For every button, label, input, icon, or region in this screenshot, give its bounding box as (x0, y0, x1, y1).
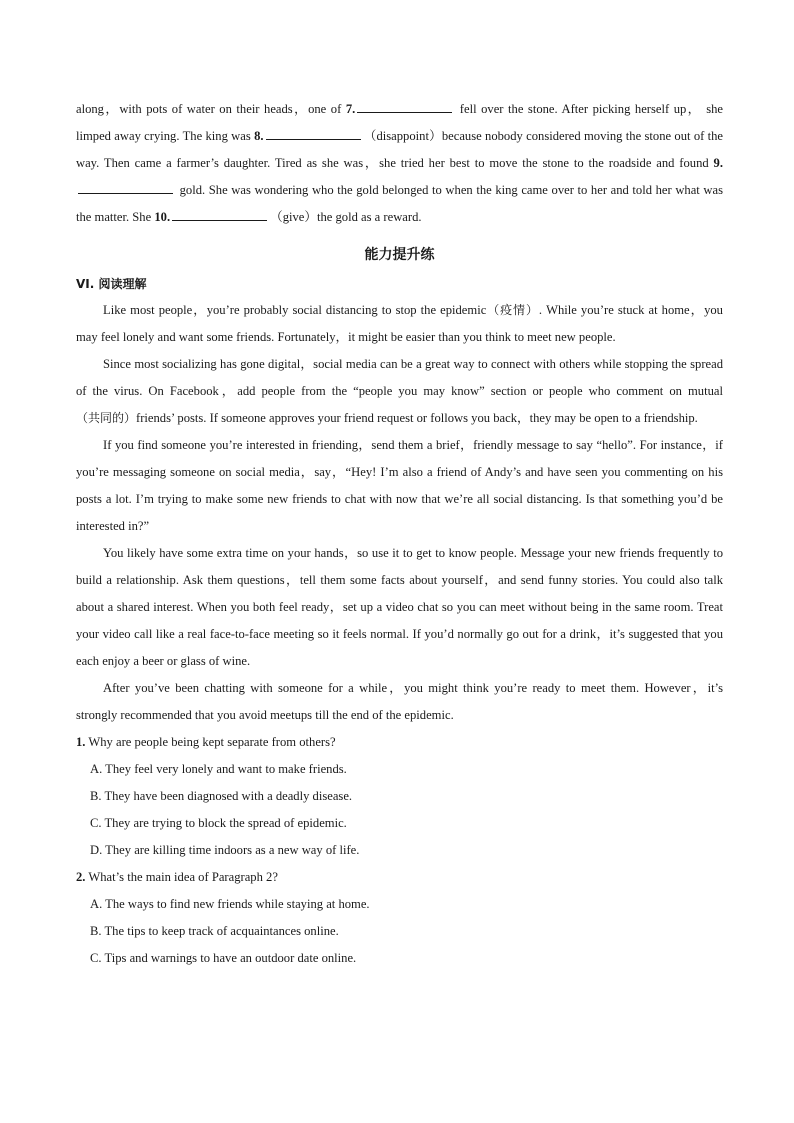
question-number: 1. (76, 735, 86, 749)
blank-number: 9. (713, 156, 723, 170)
chinese-gloss: （疫情） (486, 303, 539, 317)
question-stem (76, 729, 723, 756)
cloze-text: along，with pots of water on their heads，one of (76, 102, 346, 116)
cloze-text: stone out of the way. Then came a farmer’s daughter. Tired as she was，she tried her best to move the stone to the (76, 129, 724, 170)
cloze-text: roadside and found (608, 156, 714, 170)
passage-paragraph-3: If you find someone you’re interested in friending，send them a brief，friendly message to say “hello”. For instance，if you’re messaging someone on social media，say，“Hey! I’m also a friend of Andy’s and have seen you commenting on his posts a lot. I’m trying to make some new friends to chat with now that we’re all social distancing. Is that something you’d be interested in?” (76, 438, 723, 533)
paragraph-text: Like most people，you’re probably social distancing to stop the epidemic (103, 303, 487, 317)
question-text: What’s the main idea of Paragraph 2? (85, 870, 278, 884)
passage-paragraph-5: After you’ve been chatting with someone for a while，you might think you’re ready to meet them. However，it’s strongly recommended that you avoid meetups till the end of the epidemic. (76, 681, 723, 722)
option-a[interactable]: A. They feel very lonely and want to make friends. (90, 762, 347, 776)
paragraph-text: friends’ posts. If someone approves your friend request or follows you back，they may be open to a friendship. (136, 411, 698, 425)
answer-blank-9[interactable] (78, 181, 173, 194)
passage-paragraph-4: You likely have some extra time on your hands，so use it to get to know people. Message your new friends frequently to build a relationship. Ask them questions，tell them some facts about yourself，and send funny stories. You could also talk about a shared interest. When you both feel ready，set up a video chat so you can meet without being in the same room. Treat your video call like a real face-to-face meeting so it feels normal. If you’d normally go out for a drink，it’s suggested that you each enjoy a beer or glass of wine. (76, 546, 723, 668)
passage-paragraph-2 (76, 351, 723, 432)
option-c[interactable]: C. They are trying to block the spread of epidemic. (90, 816, 347, 830)
document-page (76, 96, 723, 972)
cloze-text: gold. She was wondering who the gold belonged to when the king came (176, 183, 548, 197)
blank-number: 10. (154, 210, 171, 224)
paragraph-text: Since most socializing has gone digital，social media can be a great way to connect with others while stopping the spread of the virus. On Facebook，add people from the “people you may know” section or people who comment on mutual (76, 357, 723, 398)
section-heading: 能力提升练 (364, 247, 435, 263)
question-2 (76, 864, 723, 972)
option-a[interactable]: A. The ways to find new friends while staying at home. (90, 897, 370, 911)
question-text: Why are people being kept separate from others? (85, 735, 336, 749)
cloze-text: over to her and told her what was the matter. She (76, 183, 724, 224)
passage-paragraph-1 (76, 297, 723, 351)
cloze-text: fell over the stone. After picking herself up， (455, 102, 702, 116)
blank-number: 8. (254, 129, 264, 143)
cloze-text: （give）the gold as a reward. (270, 210, 422, 224)
chinese-gloss: （共同的） (76, 411, 137, 425)
blank-number: 7. (345, 102, 356, 116)
option-d[interactable]: D. They are killing time indoors as a new way of life. (90, 843, 360, 857)
question-stem (76, 864, 723, 891)
section-title: VI. 阅读理解 (76, 277, 147, 291)
answer-blank-8[interactable] (266, 127, 361, 140)
option-c[interactable]: C. Tips and warnings to have an outdoor date online. (90, 951, 357, 965)
cloze-text: she limped away crying. The king was (76, 102, 723, 143)
question-number: 2. (76, 870, 86, 884)
cloze-text: （disappoint）because nobody considered moving the (363, 129, 642, 143)
cloze-passage (76, 96, 723, 231)
paragraph-text: . While you’re stuck at home，you may feel lonely and want some friends. Fortunately，it might be easier than you think to meet new people. (76, 303, 723, 344)
option-b[interactable]: B. The tips to keep track of acquaintances online. (90, 924, 339, 938)
option-b[interactable]: B. They have been diagnosed with a deadly disease. (90, 789, 353, 803)
answer-blank-7[interactable] (357, 100, 452, 113)
answer-blank-10[interactable] (172, 208, 267, 221)
question-1 (76, 729, 723, 864)
